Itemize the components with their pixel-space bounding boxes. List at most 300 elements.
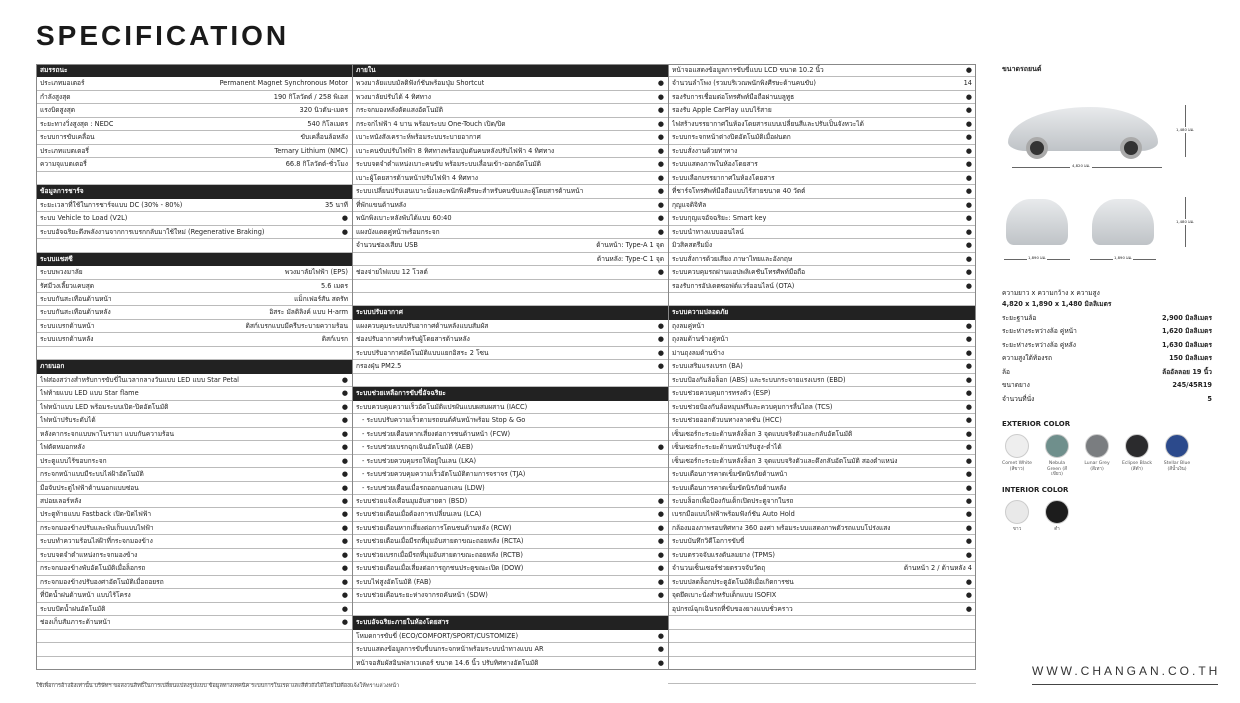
spec-label: กระจกหน้าแบบมีระบบไล่ฝ้าอัตโนมัติ [40, 470, 144, 479]
spec-label: ระบบ Vehicle to Load (V2L) [40, 214, 128, 223]
spec-label: ระบบเสริมแรงเบรก (BA) [672, 362, 743, 371]
spec-label: จุดยึดเบาะนั่งสำหรับเด็กแบบ ISOFIX [672, 591, 777, 600]
table-row [352, 360, 668, 373]
spec-label: - ระบบช่วยเตือนหากเสี่ยงต่อการชนด้านหน้า (FCW) [362, 429, 511, 438]
color-circle [1045, 434, 1069, 458]
table-row [36, 522, 352, 535]
spec-value [660, 428, 664, 440]
spec-value: ● [341, 604, 348, 613]
spec-value: ● [965, 470, 972, 479]
spec-label: ระบบปรับอากาศอัตโนมัติแบบแยกอิสระ 2 โซน [356, 348, 489, 357]
spec-label: ระบบแสดงข้อมูลการขับขี่บนกระจกหน้าพร้อมระบบนำทางแบบ AR [356, 645, 544, 654]
spec-value [660, 401, 664, 413]
dimension-row [1002, 366, 1212, 380]
table-row [668, 253, 976, 266]
color-swatch[interactable] [1082, 434, 1112, 478]
spec-label: จำนวนลำโพง (รวมบริเวณพนักพิงศีรษะด้านคนขับ) [672, 79, 816, 88]
dim-length-label: 4,820 มม. [1072, 163, 1091, 168]
dimension-value: 245/45R19 [1172, 381, 1212, 389]
spec-label: กล้องมองภาพรอบทิศทาง 360 องศา พร้อมระบบแสดงภาพตัวรถแบบโปร่งแสง [672, 523, 891, 532]
section-title: ระบบปรับอากาศ [356, 308, 403, 317]
table-row [36, 158, 352, 171]
spec-value: พวงมาลัยไฟฟ้า (EPS) [284, 268, 348, 277]
dim-width-rear-label: 1,890 มม. [1114, 255, 1133, 260]
empty-row [36, 239, 352, 252]
table-row [36, 414, 352, 427]
table-row [36, 535, 352, 548]
table-row [352, 131, 668, 144]
table-row [352, 199, 668, 212]
spec-value: ● [657, 227, 664, 236]
table-row [36, 549, 352, 562]
spec-label: ไฟหน้าแบบ LED พร้อมระบบเปิด-ปิดอัตโนมัติ [40, 402, 169, 411]
section-header [36, 64, 352, 77]
spec-value [660, 455, 664, 467]
spec-value: ● [965, 497, 972, 505]
table-row [352, 535, 668, 548]
empty-row [36, 172, 352, 185]
dimension-row [1002, 325, 1212, 339]
table-row [352, 185, 668, 198]
color-name: Lunar Grey (สีเทา) [1084, 461, 1110, 472]
table-row [352, 441, 668, 454]
spec-value [660, 414, 664, 426]
spec-value: ● [657, 173, 664, 182]
empty-row [36, 643, 352, 656]
spec-value: ● [341, 523, 348, 532]
table-row [352, 172, 668, 185]
section-title: ระบบแชสซี [40, 254, 73, 263]
spec-value [660, 482, 664, 494]
spec-value: 5.6 เมตร [320, 281, 348, 290]
table-row [36, 468, 352, 481]
spec-value: 14 [963, 79, 972, 88]
dimension-value: 1,620 มิลลิเมตร [1161, 327, 1212, 335]
table-row [668, 131, 976, 144]
table-row [352, 522, 668, 535]
table-row [668, 77, 976, 90]
color-swatch[interactable] [1162, 434, 1192, 478]
table-row [668, 104, 976, 117]
car-front-view [1006, 199, 1068, 245]
dim-width-front-label: 1,890 มม. [1028, 255, 1047, 260]
table-row [352, 508, 668, 521]
spec-label: ระบบเบรกด้านหลัง [40, 335, 94, 344]
table-row [668, 414, 976, 427]
table-row [668, 347, 976, 360]
table-row [36, 145, 352, 158]
spec-label: ช่องจ่ายไฟแบบ 12 โวลต์ [356, 268, 428, 277]
spec-label: ระบบกันสะเทือนด้านหลัง [40, 308, 111, 317]
spec-value: ● [965, 92, 972, 101]
spec-label: ระบบช่วยเตือนเมื่อต้องการเปลี่ยนเลน (LCA) [356, 510, 482, 519]
table-row [352, 266, 668, 279]
spec-label: พวงมาลัยปรับได้ 4 ทิศทาง [356, 92, 431, 101]
color-swatch[interactable] [1122, 434, 1152, 478]
spec-value: ● [657, 510, 664, 519]
color-swatch[interactable] [1042, 434, 1072, 478]
spec-value: ● [341, 214, 348, 223]
spec-label: ระยะทางวิ่งสูงสุด : NEDC [40, 119, 114, 128]
table-row [36, 118, 352, 131]
section-header [352, 616, 668, 629]
spec-value: ● [341, 497, 348, 505]
dimension-value: 5 [1207, 394, 1212, 403]
empty-row [668, 616, 976, 629]
spec-value: ● [965, 254, 972, 263]
spec-label: ระบบแสดงภาพในห้องโดยสาร [672, 160, 758, 169]
table-row [668, 482, 976, 495]
table-row [668, 266, 976, 279]
car-diagrams [1002, 79, 1212, 269]
table-row [668, 576, 976, 589]
empty-row [668, 630, 976, 643]
spec-value: ● [341, 618, 348, 627]
spec-label: โหมดการขับขี่ (ECO/COMFORT/SPORT/CUSTOMIZE) [356, 631, 519, 640]
spec-label: รัศมีวงเลี้ยวแคบสุด [40, 281, 95, 290]
table-row [352, 643, 668, 656]
spec-value: ● [965, 591, 972, 600]
spec-value: ● [657, 133, 664, 142]
table-row [352, 226, 668, 239]
table-row [352, 414, 668, 427]
table-row [668, 360, 976, 373]
spec-label: ความจุแบตเตอรี่ [40, 160, 87, 169]
spec-label: กระจกมองข้างปรับและพับเก็บแบบไฟฟ้า [40, 523, 154, 532]
dimension-row [1002, 393, 1212, 407]
empty-row [352, 603, 668, 616]
size-heading: ขนาดรถยนต์ [1002, 65, 1042, 73]
color-swatch[interactable] [1042, 500, 1072, 533]
spec-value: ● [965, 119, 972, 128]
spec-value: Ternary Lithium (NMC) [274, 146, 348, 155]
spec-value: ● [657, 362, 664, 371]
wheel-icon [1120, 137, 1142, 159]
spec-label: ไฟหน้าปรับระดับได้ [40, 416, 96, 425]
spec-value: ดิสก์เบรก [321, 335, 348, 344]
exterior-heading: EXTERIOR COLOR [1002, 420, 1071, 428]
spec-value: ● [341, 389, 348, 398]
table-row [36, 401, 352, 414]
spec-value: ● [965, 281, 972, 290]
dimension-label: จำนวนที่นั่ง [1002, 394, 1035, 403]
spec-label: ระบบช่วยเตือนระยะห่างจากรถคันหน้า (SDW) [356, 591, 488, 600]
table-row [668, 441, 976, 454]
spec-value: ● [341, 550, 348, 559]
spec-label: ประเภทมอเตอร์ [40, 79, 85, 88]
dimension-value: 150 มิลลิเมตร [1169, 354, 1212, 362]
table-row [668, 401, 976, 414]
table-row [352, 549, 668, 562]
table-row [352, 320, 668, 333]
empty-row [36, 347, 352, 360]
table-row [668, 158, 976, 171]
table-row [668, 468, 976, 481]
website-underline [1032, 684, 1218, 685]
spec-value: ด้านหลัง: Type-C 1 จุด [596, 254, 664, 263]
spec-value: ● [965, 362, 972, 371]
spec-label: แผงบังแดดคู่หน้าพร้อมกระจก [356, 227, 440, 236]
spec-label: เบรกมือแบบไฟฟ้าพร้อมฟังก์ชัน Auto Hold [672, 510, 795, 519]
spec-value: ● [657, 268, 664, 277]
table-row [36, 562, 352, 575]
spec-label: มือจับประตูไฟฟ้าด้านนอกแบบซ่อน [40, 483, 139, 492]
spec-label: ระบบอัจฉริยะดึงพลังงานจากการเบรกกลับมาใช้ใหม่ (Regenerative Braking) [40, 227, 265, 236]
dimension-label: ขนาดยาง [1002, 381, 1030, 389]
spec-value: ● [657, 79, 664, 88]
spec-label: ระบบช่วยเตือนเมื่อเสี่ยงต่อการถูกชนประตูขณะเปิด (DOW) [356, 564, 524, 573]
spec-value: ขับเคลื่อนล้อหลัง [300, 133, 348, 142]
table-row [36, 589, 352, 602]
spec-value: อิสระ มัลติลิงค์ แบบ H-arm [269, 308, 348, 317]
spec-label: ระบบช่วยเบรกเมื่อมีรถที่มุมอับสายตาขณะถอยหลัง (RCTB) [356, 550, 523, 559]
spec-value: ● [657, 146, 664, 155]
spec-label: ระยะเวลาที่ใช้ในการชาร์จแบบ DC (30% - 80%) [40, 200, 183, 209]
spec-label: เซ็นเซอร์กะระยะด้านหลังล็อก 3 จุดแบบจริงตัวและกลับอัตโนมัติ [672, 429, 853, 438]
table-row [36, 482, 352, 495]
spec-value: ● [965, 523, 972, 532]
section-title: ระบบความปลอดภัย [672, 308, 729, 317]
spec-label: เซ็นเซอร์กะระยะด้านหลังล็อก 3 จุดแบบจริงตัวและดึงกลับอัตโนมัติ สองตำแหน่ง [672, 456, 898, 465]
dim-height-label: 1,480 มม. [1176, 127, 1195, 132]
spec-value: ● [341, 402, 348, 411]
spec-label: ระบบช่วยเตือนเมื่อมีรถที่มุมอับสายตาขณะถอยหลัง (RCTA) [356, 537, 524, 546]
spec-value: ● [965, 550, 972, 559]
spec-label: ประตูท้ายแบบ Fastback เปิด-ปิดไฟฟ้า [40, 510, 152, 519]
table-row [36, 226, 352, 239]
table-row [668, 118, 976, 131]
spec-label: - ระบบช่วยควบคุมรถให้อยู่ในเลน (LKA) [362, 456, 477, 465]
spec-label: ระบบพวงมาลัย [40, 268, 83, 277]
spec-label: กระจกไฟฟ้า 4 บาน พร้อมระบบ One-Touch เปิด/ปิด [356, 119, 506, 128]
spec-value: ● [341, 227, 348, 236]
column-divider [668, 64, 669, 670]
spec-label: ระบบเปลี่ยนปรับเอนเบาะนั่งและพนักพิงศีรษะสำหรับคนขับและผู้โดยสารด้านหน้า [356, 187, 584, 196]
table-row [668, 280, 976, 293]
empty-row [36, 630, 352, 643]
spec-label: ระบบการขับเคลื่อน [40, 133, 95, 142]
spec-value: ● [965, 429, 972, 438]
interior-swatches [1002, 500, 1212, 533]
spec-label: หลังคากระจกแบบพาโนรามา แบบกันความร้อน [40, 429, 175, 438]
dim-height2-label: 1,480 มม. [1176, 219, 1195, 224]
color-swatch[interactable] [1002, 500, 1032, 533]
table-row [352, 91, 668, 104]
table-row [352, 630, 668, 643]
spec-label: กรองฝุ่น PM2.5 [356, 362, 402, 371]
spec-value: ● [341, 483, 348, 492]
spec-label: กุญแจดิจิทัล [672, 200, 707, 209]
table-row [36, 131, 352, 144]
spec-value: ● [965, 375, 972, 384]
spec-label: มิวสิคสตรีมมิ่ง [672, 241, 713, 250]
table-row [668, 562, 976, 575]
table-row [668, 589, 976, 602]
spec-label: ระบบช่วยออกตัวบนทางลาดชัน (HCC) [672, 416, 782, 425]
table-row [36, 266, 352, 279]
spec-label: เซ็นเซอร์กะระยะด้านหน้าปรับสูง-ต่ำได้ [672, 443, 782, 452]
spec-value: ● [657, 443, 664, 452]
color-circle [1165, 434, 1189, 458]
spec-value: ● [965, 577, 972, 586]
table-row [668, 172, 976, 185]
table-row [352, 253, 668, 266]
spec-label: เบาะหนังสังเคราะห์พร้อมระบบระบายอากาศ [356, 133, 481, 142]
spec-value: 35 นาที [324, 200, 348, 209]
dimension-value: 1,630 มิลลิเมตร [1161, 340, 1212, 349]
table-row [36, 104, 352, 117]
color-circle [1125, 434, 1149, 458]
table-row [36, 441, 352, 454]
column-divider [352, 64, 353, 670]
spec-value: ● [657, 92, 664, 101]
spec-value: ● [965, 537, 972, 546]
website-link[interactable]: WWW.CHANGAN.CO.TH [1032, 664, 1221, 678]
spec-label: ระบบช่วยเตือนหากเสี่ยงต่อการโดนชนด้านหลัง (RCW) [356, 523, 512, 532]
spec-label: - ระบบช่วยเบรกฉุกเฉินอัตโนมัติ (AEB) [362, 443, 474, 452]
spec-label: ระบบเตือนการคาดเข็มขัดนิรภัยด้านหลัง [672, 483, 787, 492]
spec-value: ● [657, 348, 664, 357]
section-title: ภายนอก [40, 362, 65, 371]
section-header [36, 360, 352, 373]
spec-value [660, 468, 664, 480]
spec-value: ● [657, 564, 664, 573]
spec-value: ● [965, 173, 972, 182]
spec-label: - ระบบปรับความเร็วตามรถยนต์คันหน้าพร้อม Stop & Go [362, 416, 526, 425]
table-row [352, 333, 668, 346]
spec-label: ระบบจดจำตำแหน่งเบาะคนขับ พร้อมระบบเลื่อนเข้า-ออกอัตโนมัติ [356, 160, 541, 169]
color-circle [1045, 500, 1069, 524]
color-swatch[interactable] [1002, 434, 1032, 478]
spec-column-2 [352, 64, 668, 670]
table-row [352, 77, 668, 90]
spec-label: ไฟส่องสว่างสำหรับการขับขี่ในเวลากลางวันแบบ LED แบบ Star Petal [40, 375, 239, 384]
spec-value: ● [341, 564, 348, 573]
table-row [352, 401, 668, 414]
table-row [668, 91, 976, 104]
spec-label: ระบบนำทางแบบออนไลน์ [672, 227, 744, 236]
spec-label: ช่องเก็บสัมภาระด้านหน้า [40, 618, 111, 627]
color-circle [1005, 434, 1029, 458]
color-name: ขาว [1012, 526, 1022, 532]
dimension-value: ล้ออัลลอย 19 นิ้ว [1162, 367, 1212, 376]
table-row [668, 145, 976, 158]
dimension-row [1002, 312, 1212, 326]
spec-value: แม็กเฟอร์สัน สตรัท [294, 294, 348, 303]
dims-value: 4,820 x 1,890 x 1,480 มิลลิเมตร [1002, 300, 1112, 308]
table-row [36, 576, 352, 589]
spec-label: ระบบกระจกหน้าต่างปิดอัตโนมัติเมื่อฝนตก [672, 133, 791, 142]
spec-label: แผงควบคุมระบบปรับอากาศด้านหลังแบบสัมผัส [356, 321, 489, 330]
spec-value: ● [657, 645, 664, 654]
table-row [36, 212, 352, 225]
section-title: ข้อมูลการชาร์จ [40, 187, 84, 196]
spec-label: - ระบบช่วยเตือนเมื่อรถออกนอกเลน (LDW) [362, 483, 485, 492]
empty-row [36, 657, 352, 670]
spec-label: เบาะคนขับปรับไฟฟ้า 8 ทิศทางพร้อมปุ่มดันคนหลังปรับไฟฟ้า 4 ทิศทาง [356, 146, 555, 155]
spec-value: ● [657, 631, 664, 640]
table-row [36, 495, 352, 508]
spec-value: ● [341, 416, 348, 425]
spec-value: 540 กิโลเมตร [307, 119, 348, 128]
spec-value: ● [965, 146, 972, 155]
spec-label: ระบบล็อกเพื่อป้องกันเด็กเปิดประตูจากในรถ [672, 497, 794, 505]
spec-label: ระบบปัดน้ำฝนอัตโนมัติ [40, 604, 106, 613]
dimension-row [1002, 352, 1212, 366]
spec-value: ● [341, 470, 348, 479]
table-row [668, 64, 976, 77]
spec-label: ที่ปัดน้ำฝนด้านหน้า แบบไร้โครง [40, 591, 131, 600]
spec-label: ไฟท้ายแบบ LED แบบ Star flame [40, 389, 139, 398]
spec-value: ● [657, 550, 664, 559]
table-row [36, 333, 352, 346]
dimension-label: ระยะฐานล้อ [1002, 313, 1037, 322]
dimension-label: ความสูงใต้ท้องรถ [1002, 354, 1052, 362]
spec-value: ● [657, 187, 664, 196]
dimension-specs [1002, 312, 1212, 407]
table-row [668, 428, 976, 441]
section-title: สมรรถนะ [40, 66, 68, 74]
spec-value: ● [965, 106, 972, 115]
exterior-swatches [1002, 434, 1212, 478]
section-header [352, 306, 668, 319]
empty-row [352, 374, 668, 387]
spec-label: ที่ชาร์จโทรศัพท์มือถือแบบไร้สายขนาด 40 วัตต์ [672, 187, 806, 196]
table-row [668, 522, 976, 535]
spec-label: พนักพิงเบาะหลังพับได้แบบ 60:40 [356, 214, 452, 223]
spec-value: ● [965, 160, 972, 169]
spec-value: ● [965, 268, 972, 277]
spec-value: Permanent Magnet Synchronous Motor [219, 79, 348, 88]
table-row [36, 428, 352, 441]
table-row [352, 482, 668, 495]
section-title: ภายใน [356, 66, 376, 74]
spec-value: ● [657, 106, 664, 115]
spec-value: ● [965, 227, 972, 236]
interior-heading: INTERIOR COLOR [1002, 485, 1069, 494]
spec-value: ● [657, 200, 664, 209]
spec-value: ● [657, 321, 664, 330]
table-row [352, 455, 668, 468]
spec-label: ระบบช่วยป้องกันล้อหมุนฟรีและควบคุมการลื่นไถล (TCS) [672, 402, 833, 411]
spec-value: ● [965, 335, 972, 344]
spec-label: ไฟตัดหมอกหลัง [40, 443, 85, 452]
spec-value: ● [341, 429, 348, 438]
spec-label: ระบบป้องกันล้อล็อก (ABS) และระบบกระจายแรงเบรก (EBD) [672, 375, 846, 384]
spec-value: ● [341, 591, 348, 600]
table-row [352, 589, 668, 602]
spec-value: ● [657, 523, 664, 532]
spec-value: ● [341, 510, 348, 519]
spec-value: ● [657, 119, 664, 128]
spec-label: จำนวนช่องเสียบ USB [356, 241, 418, 250]
spec-value: 190 กิโลวัตต์ / 258 พิเอส [273, 92, 348, 101]
spec-label: หน้าจอสัมผัสอินฟลาเวเตอร์ ขนาด 14.6 นิ้ว ปรับทิศทางอัตโนมัติ [356, 658, 539, 667]
table-row [352, 239, 668, 252]
spec-value: ● [657, 497, 664, 505]
spec-value: ● [657, 537, 664, 546]
spec-label: ระบบเตือนการคาดเข็มขัดนิรภัยด้านหน้า [672, 470, 788, 479]
spec-value: ● [965, 214, 972, 223]
spec-value: ดิสก์เบรกแบบมีครีบระบายความร้อน [245, 321, 348, 330]
table-row [36, 455, 352, 468]
section-header [352, 387, 668, 400]
color-name: Eclipse Black (สีดำ) [1122, 461, 1153, 472]
spec-label: ไฟสร้างบรรยากาศในห้องโดยสารแบบเปลี่ยนสีและปรับเป็นจังหวะได้ [672, 119, 864, 128]
table-row [36, 199, 352, 212]
spec-value: ● [965, 348, 972, 357]
table-row [668, 320, 976, 333]
